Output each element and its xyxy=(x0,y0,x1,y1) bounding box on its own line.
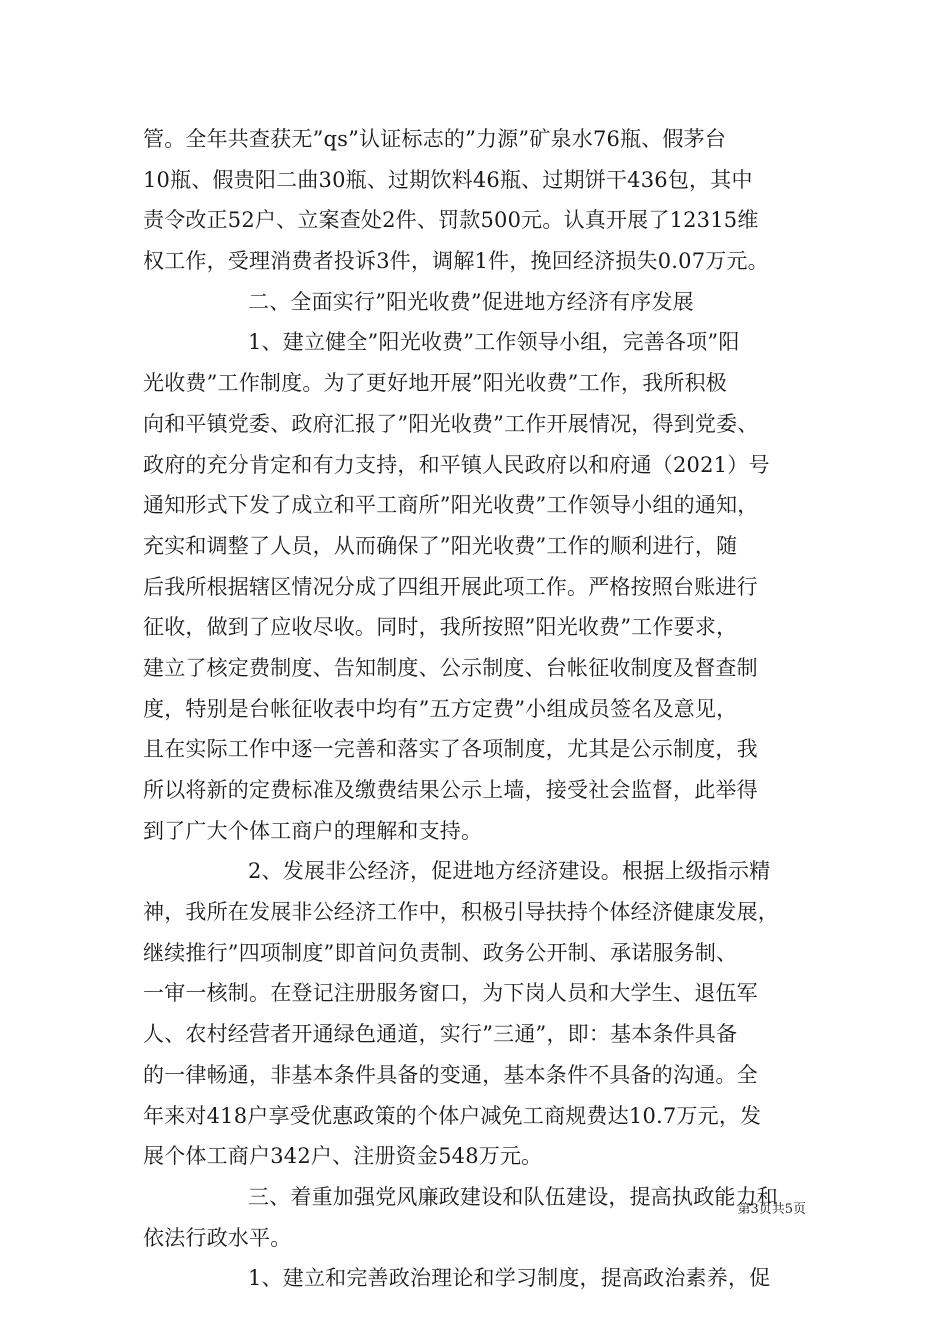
text-line: 继续推行”四项制度”即首问负责制、政务公开制、承诺服务制、 xyxy=(143,940,738,965)
text-line: 责令改正52户、立案查处2件、罚款500元。认真开展了12315维 xyxy=(143,208,759,233)
text-line: 向和平镇党委、政府汇报了”阳光收费”工作开展情况，得到党委、 xyxy=(143,411,759,436)
text-line: 年来对418户享受优惠政策的个体户减免工商规费达10.7万元，发 xyxy=(143,1103,762,1128)
text-line: 神，我所在发展非公经济工作中，积极引导扶持个体经济健康发展， xyxy=(143,900,779,925)
text-line: 1、建立和完善政治理论和学习制度，提高政治素养，促 xyxy=(248,1266,771,1291)
text-line: 展个体工商户342户、注册资金548万元。 xyxy=(143,1144,543,1169)
text-line: 政府的充分肯定和有力支持，和平镇人民政府以和府通（2021）号 xyxy=(143,452,770,477)
text-line: 到了广大个体工商户的理解和支持。 xyxy=(143,818,483,843)
text-line: 度，特别是台帐征收表中均有”五方定费”小组成员签名及意见， xyxy=(143,696,738,721)
text-line: 一审一核制。在登记注册服务窗口，为下岗人员和大学生、退伍军 xyxy=(143,981,758,1006)
text-line: 10瓶、假贵阳二曲30瓶、过期饮料46瓶、过期饼干436包，其中 xyxy=(143,167,753,192)
text-line: 光收费”工作制度。为了更好地开展”阳光收费”工作，我所积极 xyxy=(143,371,728,396)
text-line: 权工作，受理消费者投诉3件，调解1件，挽回经济损失0.07万元。 xyxy=(143,249,769,274)
section-heading-3: 三、着重加强党风廉政建设和队伍建设，提高执政能力和 xyxy=(248,1184,778,1209)
text-line: 1、建立健全”阳光收费”工作领导小组，完善各项”阳 xyxy=(248,330,740,355)
text-line: 且在实际工作中逐一完善和落实了各项制度，尤其是公示制度，我 xyxy=(143,737,758,762)
text-line: 的一律畅通，非基本条件具备的变通，基本条件不具备的沟通。全 xyxy=(143,1062,758,1087)
document-body xyxy=(143,119,823,1299)
text-line: 依法行政水平。 xyxy=(143,1225,292,1250)
text-line: 管。全年共查获无”qs”认证标志的”力源”矿泉水76瓶、假茅台 xyxy=(143,127,727,151)
page-number-footer: 第3页共5页 xyxy=(737,1202,806,1217)
text-line: 建立了核定费制度、告知制度、公示制度、台帐征收制度及督查制 xyxy=(143,655,758,680)
text-line: 2、发展非公经济，促进地方经济建设。根据上级指示精 xyxy=(248,859,771,884)
text-line: 人、农村经营者开通绿色通道，实行”三通”，即：基本条件具备 xyxy=(143,1022,738,1047)
text-line: 后我所根据辖区情况分成了四组开展此项工作。严格按照台账进行 xyxy=(143,574,758,599)
section-heading-2: 二、全面实行”阳光收费”促进地方经济有序发展 xyxy=(248,289,694,314)
text-line: 所以将新的定费标准及缴费结果公示上墙，接受社会监督，此举得 xyxy=(143,778,758,802)
text-line: 征收，做到了应收尽收。同时，我所按照”阳光收费”工作要求， xyxy=(143,615,738,640)
text-line: 充实和调整了人员，从而确保了”阳光收费”工作的顺利进行，随 xyxy=(143,533,738,558)
text-line: 通知形式下发了成立和平工商所”阳光收费”工作领导小组的通知， xyxy=(143,493,759,518)
